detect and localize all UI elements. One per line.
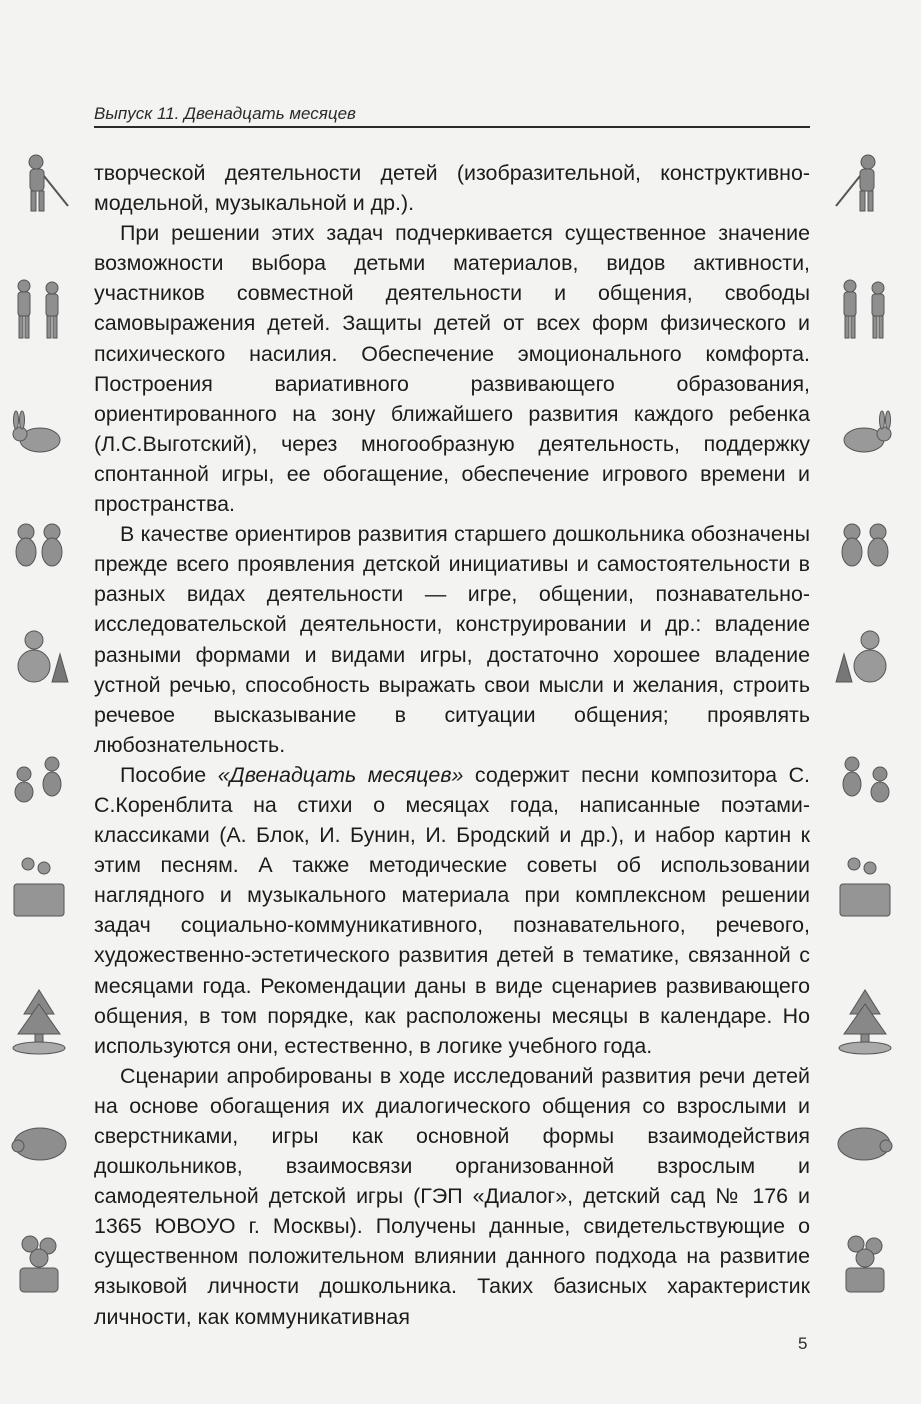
paragraph-4 — [94, 760, 810, 1061]
paragraph-2: При решении этих задач подчеркивается существенное значение возможности выбора детьми материалов, видов активности, участников совместной деятельности и общения, свободы самовыражения детей. Защиты детей от всех форм физического и психического насилия. Обеспечение эмоционального комфорта. Построения вариативного развивающего образования, ориентированного на зону ближайшего развития каждого ребенка (Л.С.Выготский), через многообразную деятельность, поддержку спонтанной игры, ее обогащение, обеспечение игрового времени и пространства. — [94, 221, 810, 517]
paragraph-5: Сценарии апробированы в ходе исследований развития речи детей на основе обогащения их диалогического общения со взрослыми и сверстниками, игры как основной формы взаимодействия дошкольников, взаимосвязи организованной взрослым и самодеятельной детской игры (ГЭП «Диалог», детский сад № 176 и 1365 ЮВОУО г. Москвы). Получены данные, свидетельствующие о существенном положительном влиянии данного подхода на развитие языковой личности дошкольника. Таких базисных характеристик личности, как коммуникативная — [94, 1063, 810, 1329]
paragraph-4-rest: содержит песни композитора С. С.Коренблита на стихи о месяцах года, написанные поэтами-классиками (А. Блок, И. Бунин, И. Бродский и др.), и набор картин к этим песням. А также методические советы об использовании наглядного и музыкального материала при комплексном решении задач социально-коммуникативного, познавательного, речевого, художественно-эстетического развития детей в тематике, связанной с месяцами года. Рекомендации даны в виде сценариев развивающего общения, в том порядке, как расположены месяцы в календаре. Но используются они, естественно, в логике учебного года. — [94, 762, 810, 1058]
running-header: Выпуск 11. Двенадцать месяцев — [94, 104, 810, 128]
child-broom-icon — [832, 148, 898, 222]
christmas-tree-icon — [832, 984, 898, 1058]
bouquet-icon — [6, 1224, 72, 1298]
basket-flowers-icon — [6, 850, 72, 924]
basket-flowers-icon — [832, 850, 898, 924]
paragraph-3: В качестве ориентиров развития старшего дошкольника обозначены прежде всего проявления детской инициативы и самостоятельности в разных видах деятельности — игре, общении, познавательно-исследовательской деятельности, конструировании и др.: владение разными формами и видами игры, достаточно хорошее владение устной речью, способность выражать свои мысли и желания, строить речевое высказывание в ситуации общения; проявлять любознательность. — [94, 522, 810, 757]
small-animals-icon — [832, 744, 898, 818]
main-text — [94, 158, 810, 1332]
gnome-fir-icon — [832, 620, 898, 694]
hare-icon — [6, 398, 72, 472]
two-children-icon — [832, 272, 898, 346]
frogs-icon — [6, 508, 72, 582]
paragraph-4-start: Пособие — [120, 762, 218, 787]
frogs-icon — [832, 508, 898, 582]
page-number: 5 — [798, 1334, 808, 1353]
bouquet-icon — [832, 1224, 898, 1298]
hedgehog-icon — [6, 1104, 72, 1178]
two-children-icon — [6, 272, 72, 346]
paragraph-1: творческой деятельности детей (изобразительной, конструктивно-модельной, музыкальной и др.). — [94, 161, 810, 216]
book-title: «Двенадцать месяцев» — [217, 762, 464, 787]
child-broom-icon — [6, 148, 72, 222]
hedgehog-icon — [832, 1104, 898, 1178]
hare-icon — [832, 398, 898, 472]
christmas-tree-icon — [6, 984, 72, 1058]
small-animals-icon — [6, 744, 72, 818]
gnome-fir-icon — [6, 620, 72, 694]
